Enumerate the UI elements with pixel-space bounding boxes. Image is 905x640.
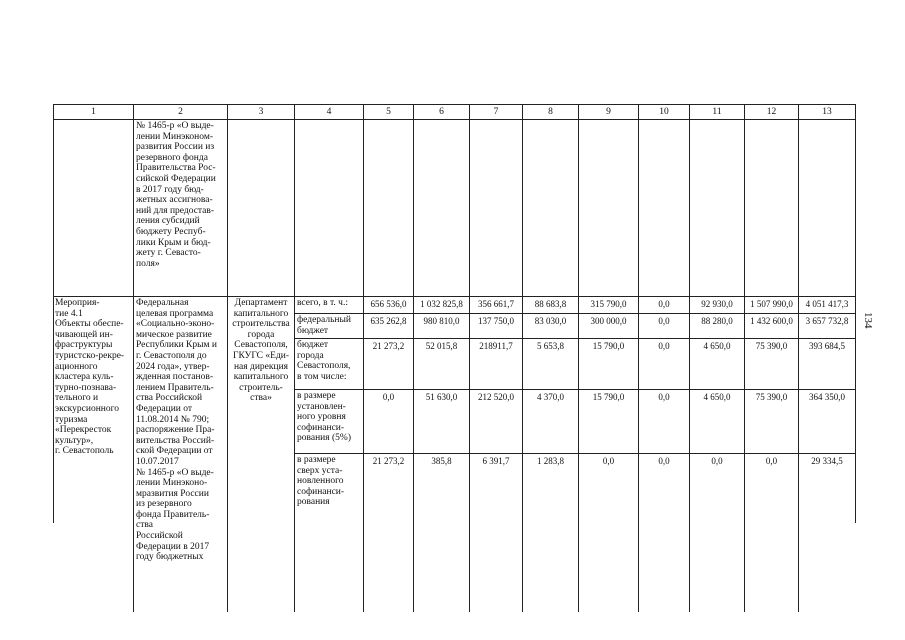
amount-cell: 0,0 bbox=[658, 456, 670, 466]
amount-cell: 5 653,8 bbox=[537, 341, 564, 351]
amount-cell: 0,0 bbox=[711, 456, 723, 466]
header-cell: 4 bbox=[326, 107, 332, 117]
funding-source: в размере установлен- ного уровня софинанси- рования (5%) bbox=[297, 391, 351, 444]
amount-cell: 88 280,0 bbox=[701, 316, 733, 326]
amount-cell: 83 030,0 bbox=[534, 316, 567, 326]
amount-cell: 656 536,0 bbox=[370, 299, 407, 309]
header-cell: 6 bbox=[439, 107, 444, 117]
amount-cell: 0,0 bbox=[658, 392, 670, 402]
header-cell: 10 bbox=[659, 107, 669, 117]
amount-cell: 6 391,7 bbox=[482, 456, 510, 466]
continuation-text: № 1465-р «О выде- лении Минэконом- развития России из резервного фонда Правительства Рос- сийской Федерации в 2017 году бюд- жетных ассигнова- ний для предостав- ления субсидий бюджету Респуб- лики Крым и бюд- жету г. Севасто- поля» bbox=[136, 121, 216, 269]
amount-cell: 393 684,5 bbox=[809, 341, 845, 351]
amount-cell: 364 350,0 bbox=[809, 392, 845, 402]
amount-cell: 300 000,0 bbox=[590, 316, 627, 326]
amount-cell: 137 750,0 bbox=[478, 316, 514, 326]
header-cell: 13 bbox=[822, 107, 832, 117]
amount-cell: 3 657 732,8 bbox=[805, 316, 849, 326]
amount-cell: 0,0 bbox=[765, 456, 778, 466]
amount-cell: 315 790,0 bbox=[590, 299, 627, 309]
header-cell: 12 bbox=[766, 107, 777, 117]
table-rule bbox=[855, 104, 856, 523]
amount-cell: 0,0 bbox=[382, 392, 395, 402]
amount-cell: 0,0 bbox=[658, 316, 670, 326]
amount-cell: 1 507 990,0 bbox=[750, 299, 793, 309]
header-cell: 8 bbox=[548, 107, 553, 117]
amount-cell: 75 390,0 bbox=[755, 392, 788, 402]
amount-cell: 75 390,0 bbox=[755, 341, 788, 351]
measure-executor: Департамент капитального строительства города Севастополя, ГКУГС «Еди- ная дирекция капитального строитель- ства» bbox=[232, 298, 290, 404]
amount-cell: 88 683,8 bbox=[534, 299, 567, 309]
amount-cell: 635 262,8 bbox=[370, 316, 407, 326]
amount-cell: 4 650,0 bbox=[703, 341, 731, 351]
amount-cell: 21 273,2 bbox=[372, 456, 405, 466]
amount-cell: 4 650,0 bbox=[703, 392, 731, 402]
measure-name: Мероприя- тие 4.1 Объекты обеспе- чивающей ин- фраструктуры туристско-рекре- ационного кластера куль- турно-познава- тельного и экскурсионного туризма «Перекресток культур», г. Севастополь bbox=[55, 298, 125, 457]
amount-cell: 218911,7 bbox=[479, 341, 513, 351]
header-cell: 9 bbox=[606, 107, 611, 117]
measure-basis: Федеральная целевая программа «Социально-эконо- мическое развитие Республики Крым и г. Севастополя до 2024 года», утвер- жденная постанов- лением Правитель- ства Российской Федерации от 11.08.2014 № 790; распоряжение Пра- вительства Россий- ской Федерации от 10.07.2017 № 1465-р «О выде- лении Минэконо- мразвития России из резервного фонда Правитель- ства Российской Федерации в 2017 году бюджетных bbox=[136, 298, 217, 563]
header-cell: 1 bbox=[91, 107, 96, 117]
amount-cell: 1 032 825,8 bbox=[420, 299, 463, 309]
header-cell: 7 bbox=[493, 107, 499, 117]
amount-cell: 29 334,5 bbox=[811, 456, 843, 466]
amount-cell: 92 930,0 bbox=[701, 299, 733, 309]
funding-source: федеральный бюджет bbox=[297, 315, 351, 336]
amount-cell: 0,0 bbox=[658, 341, 670, 351]
amount-cell: 4 051 417,3 bbox=[805, 299, 849, 309]
amount-cell: 356 661,7 bbox=[478, 299, 514, 309]
amount-cell: 0,0 bbox=[658, 299, 670, 309]
amount-cell: 52 015,8 bbox=[425, 341, 458, 351]
amount-cell: 385,8 bbox=[431, 456, 452, 466]
header-cell: 11 bbox=[712, 107, 722, 117]
amount-cell: 1 432 600,0 bbox=[750, 316, 793, 326]
amount-cell: 21 273,2 bbox=[372, 341, 405, 351]
amount-cell: 0,0 bbox=[602, 456, 615, 466]
amount-cell: 1 283,8 bbox=[537, 456, 564, 466]
funding-source: бюджет города Севастополя, в том числе: bbox=[297, 340, 351, 382]
amount-cell: 980 810,0 bbox=[423, 316, 460, 326]
header-cell: 3 bbox=[258, 107, 264, 117]
funding-source: в размере сверх уста- новленного софинанси- рования bbox=[297, 455, 345, 508]
page-number: 134 bbox=[862, 312, 874, 329]
header-cell: 5 bbox=[386, 107, 391, 117]
amount-cell: 4 370,0 bbox=[537, 392, 564, 402]
header-cell: 2 bbox=[178, 107, 183, 117]
amount-cell: 212 520,0 bbox=[478, 392, 514, 402]
amount-cell: 15 790,0 bbox=[592, 341, 625, 351]
amount-cell: 51 630,0 bbox=[425, 392, 458, 402]
amount-cell: 15 790,0 bbox=[592, 392, 625, 402]
funding-source: всего, в т. ч.: bbox=[297, 298, 348, 308]
